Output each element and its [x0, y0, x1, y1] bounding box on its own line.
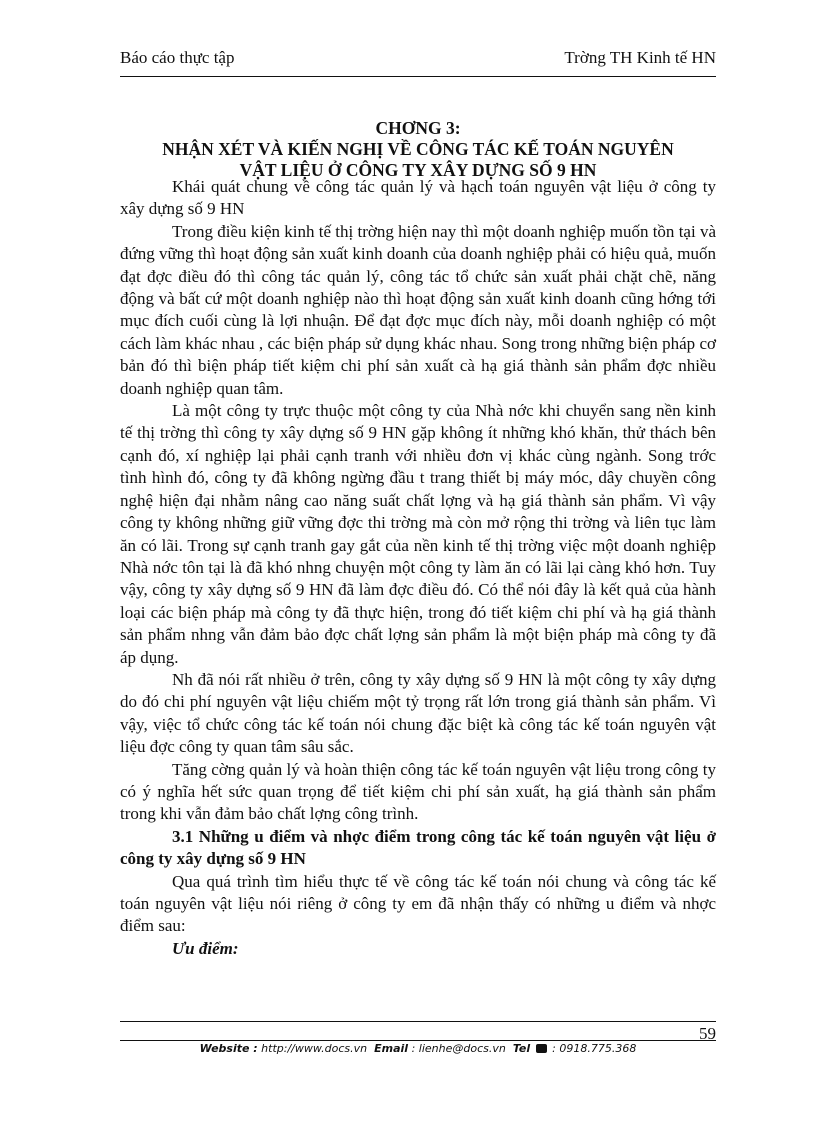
- tel-label: Tel: [512, 1042, 531, 1055]
- body-paragraph: Tăng cờng quản lý và hoàn thiện công tác kế toán nguyên vật liệu trong công ty có ý nghĩa hết sức quan trọng để tiết kiệm chi phí sản xuất, hạ giá thành sản phẩm trong khi vẫn đảm bảo chất lợng công trình.: [120, 759, 716, 824]
- footer-divider-thin: [120, 1040, 716, 1041]
- document-body: [120, 176, 716, 960]
- chapter-title-line2: VẬT LIỆU Ở CÔNG TY XÂY DỰNG SỐ 9 HN: [239, 160, 597, 180]
- section-paragraph: Qua quá trình tìm hiểu thực tế về công tác kế toán nói chung và công tác kế toán nguyên vật liệu nói riêng ở công ty em đã nhận thấy có những u điểm và nhợc điểm sau:: [120, 871, 716, 936]
- page-footer: [120, 1042, 716, 1055]
- website-link[interactable]: http://www.docs.vn: [261, 1042, 368, 1055]
- header-divider: [120, 76, 716, 77]
- advantages-subheading: Ưu điểm:: [172, 938, 239, 958]
- body-paragraph: Là một công ty trực thuộc một công ty của Nhà nớc khi chuyển sang nền kinh tế thị trờng thì công ty xây dựng số 9 HN gặp không ít những khó khăn, thử thách bên cạnh đó, xí nghiệp lại phải cạnh tranh với nhiều đơn vị khác cùng ngành. Song trớc tình hình đó, công ty đã không ngừng đầu t trang thiết bị máy móc, dây chuyền công nghệ hiện đại nhằm nâng cao năng suất chất lợng và hạ giá thành sản phẩm. Vì vậy công ty không những giữ vững đợc thi trờng mà còn mở rộng thi trờng và liên tục làm ăn có lãi. Trong sự cạnh tranh gay gắt của nền kinh tế thị trờng việc một doanh nghiệp Nhà nớc tôn tại là đã khó nhng chuyện một công ty làm ăn có lãi lại càng khó hơn. Tuy vậy, công ty xây dựng số 9 HN đã làm đợc điều đó. Có thể nói đây là kết quả của hành loại các biện pháp mà công ty đã thực hiện, trong đó tiết kiệm chi phí và hạ giá thành sản phẩm nhng vẫn đảm bảo đợc chất lợng sản phẩm là một biện pháp mà công ty đã áp dụng.: [120, 401, 716, 667]
- page-header: [120, 48, 716, 74]
- body-paragraph: Khái quát chung về công tác quản lý và hạch toán nguyên vật liệu ở công ty xây dựng số 9 HN: [120, 177, 716, 219]
- body-paragraph: Nh đã nói rất nhiều ở trên, công ty xây dựng số 9 HN là một công ty xây dựng do đó chi phí nguyên vật liệu chiếm một tỷ trọng rất lớn trong giá thành sản phẩm. Vì vậy, việc tổ chức công tác kế toán nói chung đặc biệt kà công tác kế toán nguyên vật liệu đợc công ty quan tâm sâu sắc.: [120, 669, 716, 757]
- website-label: Website :: [199, 1042, 258, 1055]
- body-paragraph: Trong điều kiện kinh tế thị trờng hiện nay thì một doanh nghiệp muốn tồn tại và đứng vững thì hoạt động sản xuất kinh doanh của doanh nghiệp phải có hiệu quả, muốn đạt đợc điều đó thì công tác quản lý, công tác tổ chức sản xuất phải chặt chẽ, năng động và bất cứ một doanh nghiệp nào thì hoạt động sản xuất kinh doanh cũng hớng tới mục đích cuối cùng là lợi nhuận. Để đạt đợc mục đích này, mỗi doanh nghiệp có một cách làm khác nhau , các biện pháp sử dụng khác nhau. Song trong những biện pháp cơ bản đó thì biện pháp tiết kiệm chi phí sản xuất cà hạ giá thành sản phẩm đợc nhiều doanh nghiệp quan tâm.: [120, 221, 716, 398]
- footer-divider: [120, 1021, 716, 1022]
- header-left: Báo cáo thực tập: [120, 48, 235, 67]
- email-label: Email: [374, 1042, 409, 1055]
- section-heading: 3.1 Những u điểm và nhợc điểm trong công tác kế toán nguyên vật liệu ở công ty xây dựng số 9 HN: [120, 826, 716, 869]
- page-number: 59: [699, 1024, 716, 1043]
- chapter-number: CHƠNG 3:: [375, 118, 461, 138]
- chapter-title-line1: NHẬN XÉT VÀ KIẾN NGHỊ VỀ CÔNG TÁC KẾ TOÁN NGUYÊN: [162, 139, 674, 159]
- email-link[interactable]: : lienhe@docs.vn: [411, 1042, 506, 1055]
- header-right: Trờng TH Kinh tế HN: [564, 48, 716, 67]
- chapter-titles: [120, 118, 716, 181]
- phone-icon: [536, 1044, 547, 1053]
- tel-value: : 0918.775.368: [552, 1042, 637, 1055]
